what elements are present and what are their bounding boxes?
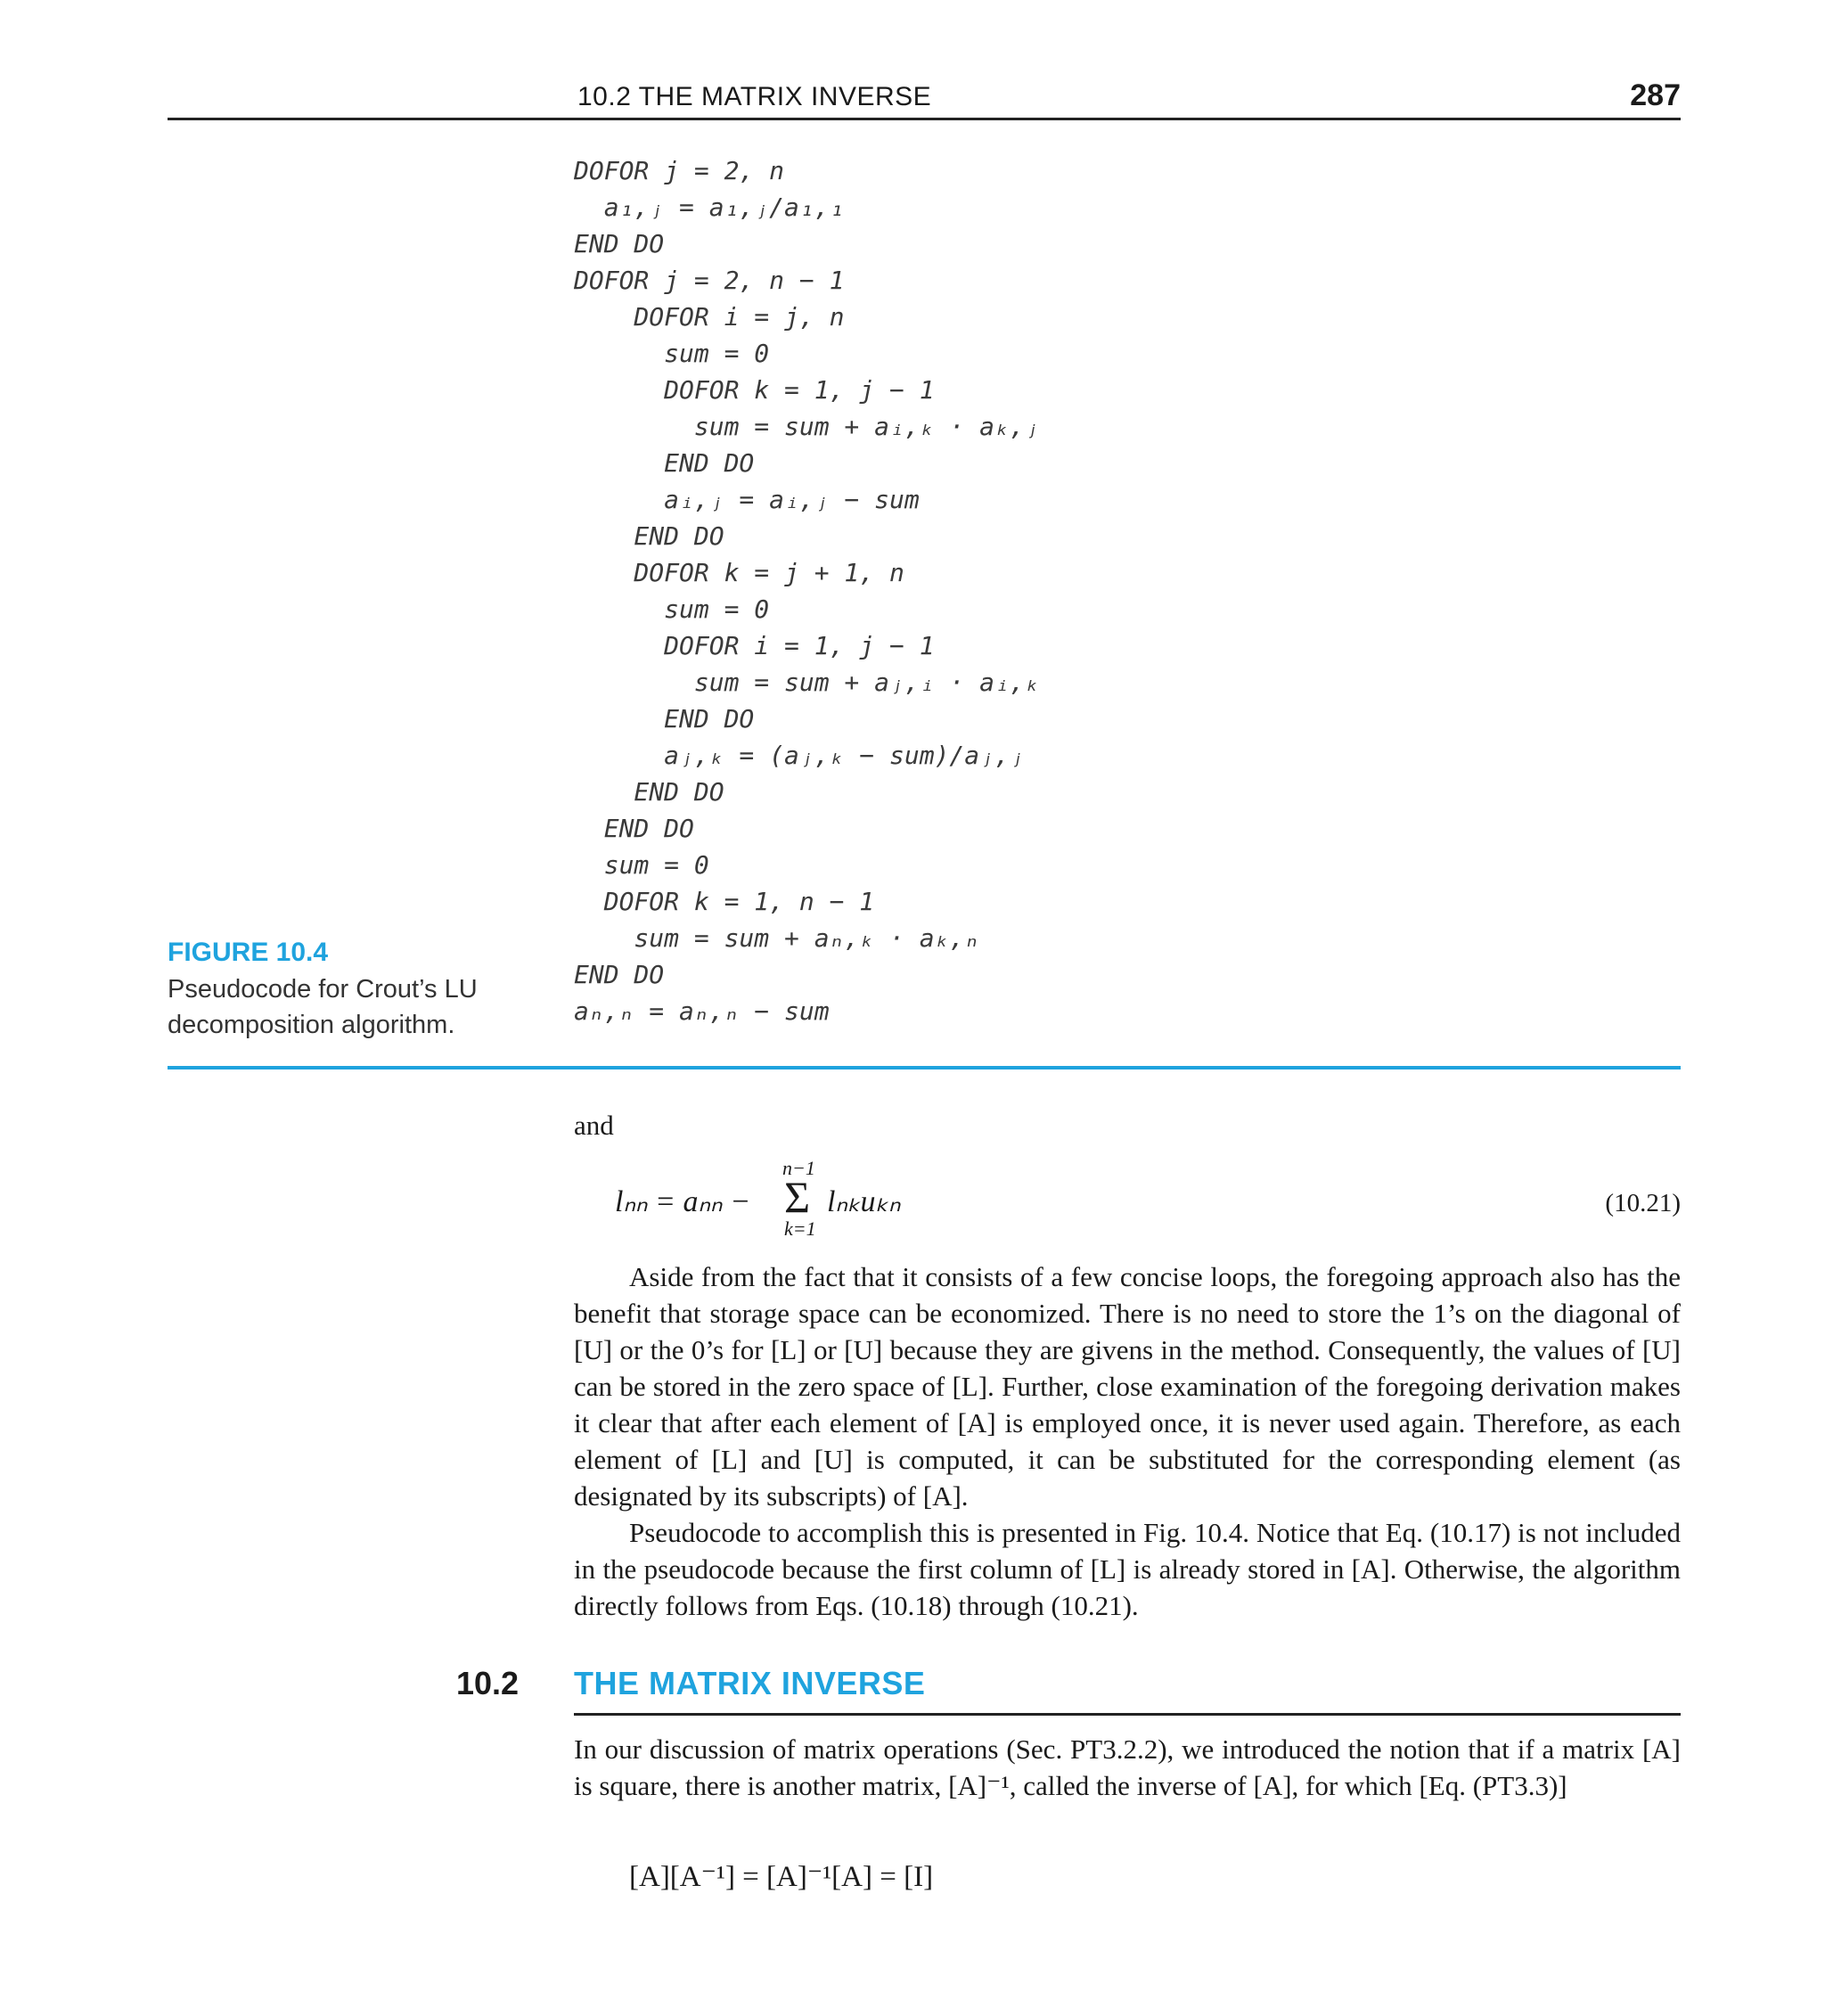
code-line: END DO <box>574 960 665 989</box>
code-line: sum = 0 <box>574 850 709 880</box>
sum-upper-limit: n−1 <box>782 1157 815 1179</box>
code-line: sum = 0 <box>574 339 770 368</box>
code-line: sum = 0 <box>574 594 770 624</box>
code-line: END DO <box>574 521 724 551</box>
running-header <box>168 78 1681 120</box>
code-line: sum = sum + aᵢ,ₖ · aₖ,ⱼ <box>574 412 1040 441</box>
code-line: aᵢ,ⱼ = aᵢ,ⱼ − sum <box>574 485 920 514</box>
figure-label: FIGURE 10.4 <box>168 938 329 967</box>
code-line: DOFOR k = j + 1, n <box>574 558 904 587</box>
code-line: DOFOR i = 1, j − 1 <box>574 631 935 660</box>
code-line: aₙ,ₙ = aₙ,ₙ − sum <box>574 996 830 1026</box>
figure-caption <box>168 971 506 1043</box>
equation-lhs: lₙₙ = aₙₙ − <box>615 1185 751 1218</box>
code-line: DOFOR j = 2, n − 1 <box>574 266 845 295</box>
body-paragraph: Aside from the fact that it consists of a few concise loops, the foregoing approach also has the benefit that storage space can be economized. There is no need to store the 1’s on the diagonal of [U] or the 0’s for [L] or [U] because they are givens in the method. Consequently, the values of [U] can be stored in the zero space of [L]. Further, close examination of the foregoing derivation makes it clear that after each element of [A] is employed once, it is never used again. Therefore, as each element of [L] and [U] is computed, it can be substituted for the corresponding element (as designated by its subscripts) of [A]. <box>574 1261 1681 1512</box>
code-line: DOFOR j = 2, n <box>574 156 785 185</box>
code-line: sum = sum + aⱼ,ᵢ · aᵢ,ₖ <box>574 668 1040 697</box>
figure-caption-line: Pseudocode for Crout’s LU <box>168 975 478 1004</box>
connector-text: and <box>574 1110 614 1141</box>
code-line: END DO <box>574 777 724 807</box>
page-number: 287 <box>1630 78 1681 112</box>
sum-lower-limit: k=1 <box>784 1217 816 1240</box>
section-number: 10.2 <box>456 1665 520 1701</box>
code-line: END DO <box>574 448 755 478</box>
figure-caption-line: decomposition algorithm. <box>168 1011 455 1039</box>
code-line: END DO <box>574 814 694 843</box>
figure-divider <box>168 1066 1681 1069</box>
summation-sign: Σ <box>784 1172 811 1222</box>
code-line: aⱼ,ₖ = (aⱼ,ₖ − sum)/aⱼ,ⱼ <box>574 741 1025 770</box>
code-line: sum = sum + aₙ,ₖ · aₖ,ₙ <box>574 923 980 953</box>
code-line: DOFOR k = 1, n − 1 <box>574 887 875 916</box>
section-title: THE MATRIX INVERSE <box>574 1665 926 1701</box>
code-line: END DO <box>574 229 665 258</box>
section-divider <box>574 1713 1681 1716</box>
running-header-title: 10.2 THE MATRIX INVERSE <box>577 82 932 111</box>
equation-inverse: [A][A⁻¹] = [A]⁻¹[A] = [I] <box>629 1861 934 1893</box>
code-line: DOFOR i = j, n <box>574 302 845 332</box>
body-paragraph: In our discussion of matrix operations (Sec. PT3.2.2), we introduced the notion that if a matrix [A] is square, there is another matrix, [A]⁻¹, called the inverse of [A], for which [Eq. (PT3.3)] <box>574 1733 1681 1801</box>
code-line: a₁,ⱼ = a₁,ⱼ/a₁,₁ <box>574 193 845 222</box>
code-line: END DO <box>574 704 755 733</box>
code-line: DOFOR k = 1, j − 1 <box>574 375 935 405</box>
body-paragraph: Pseudocode to accomplish this is presented in Fig. 10.4. Notice that Eq. (10.17) is not included in the pseudocode because the first column of [L] is already stored in [A]. Otherwise, the algorithm directly follows from Eqs. (10.18) through (10.21). <box>574 1517 1681 1621</box>
equation-term: lₙₖuₖₙ <box>827 1185 901 1218</box>
equation-number: (10.21) <box>1605 1189 1681 1217</box>
